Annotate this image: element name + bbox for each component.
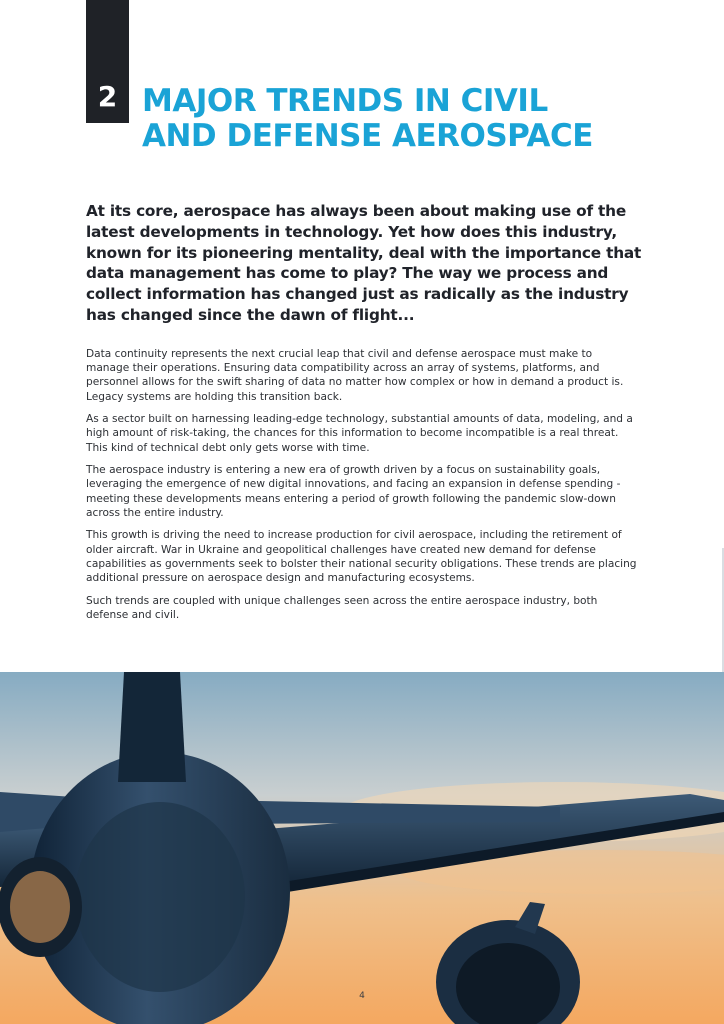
body-paragraph-2: As a sector built on harnessing leading-edge technology, substantial amounts of data, modeling, and a high amount of risk-taking, the chances for this information to become incompatible is a real threat. This kind of technical debt only gets worse with time. bbox=[86, 413, 633, 454]
chapter-number: 2 bbox=[97, 80, 118, 113]
intro-paragraph: At its core, aerospace has always been about making use of the latest developments in technology. Yet how does this industry, known for its pioneering mentality, deal with the importance that data management has come to play? The way we process and collect information has changed just as radically as the industry has changed since the dawn of flight... bbox=[86, 202, 642, 324]
chapter-number-bar bbox=[86, 0, 129, 123]
page-number: 4 bbox=[359, 991, 365, 1001]
body-text bbox=[86, 347, 638, 630]
airplane-photo bbox=[0, 672, 724, 1024]
page-title-line-2: AND DEFENSE AEROSPACE bbox=[142, 118, 593, 154]
page-title bbox=[142, 84, 702, 154]
body-paragraph-4: This growth is driving the need to increase production for civil aerospace, including the retirement of older aircraft. War in Ukraine and geopolitical challenges have created new demand for defense capabilities as governments seek to bolster their national security obligations. These trends are placing additional pressure on aerospace design and manufacturing ecosystems. bbox=[86, 529, 637, 585]
body-paragraph-3: The aerospace industry is entering a new era of growth driven by a focus on sustainability goals, leveraging the emergence of new digital innovations, and facing an expansion in defense spending - meeting these developments means entering a period of growth following the pandemic slow-down across the entire industry. bbox=[86, 464, 621, 519]
airplane-illustration bbox=[0, 672, 724, 1024]
page-title-line-1: MAJOR TRENDS IN CIVIL bbox=[142, 83, 548, 119]
body-paragraph-5: Such trends are coupled with unique challenges seen across the entire aerospace industry, both defense and civil. bbox=[86, 594, 598, 621]
body-paragraph-1: Data continuity represents the next crucial leap that civil and defense aerospace must make to manage their operations. Ensuring data compatibility across an array of systems, platforms, and personnel allows for the swift sharing of data no matter how complex or how in demand a product is. Legacy systems are holding this transition back. bbox=[86, 348, 624, 403]
